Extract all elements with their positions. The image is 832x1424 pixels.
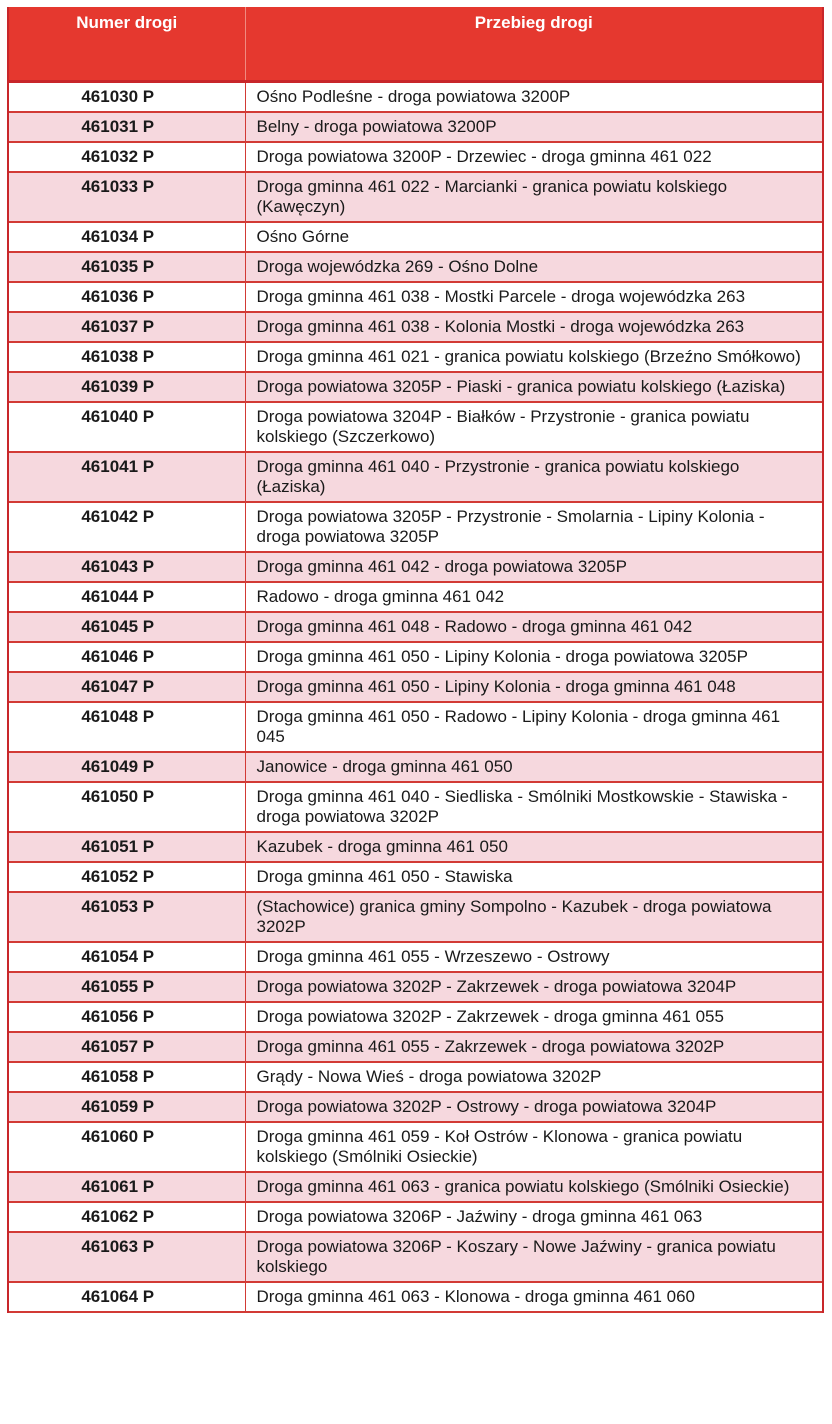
table-row (9, 702, 822, 752)
table-row (9, 612, 822, 642)
table-row (9, 1122, 822, 1172)
table-row (9, 782, 822, 832)
road-number-cell: 461048 P (9, 702, 245, 752)
road-route-cell: Droga gminna 461 040 - Siedliska - Smólniki Mostkowskie - Stawiska - droga powiatowa 3202P (245, 782, 822, 832)
road-number-cell: 461063 P (9, 1232, 245, 1282)
road-number-cell: 461041 P (9, 452, 245, 502)
road-route-cell: Droga gminna 461 038 - Mostki Parcele - droga wojewódzka 263 (245, 282, 822, 312)
road-number-cell: 461056 P (9, 1002, 245, 1032)
road-route-cell: Droga gminna 461 050 - Lipiny Kolonia - droga powiatowa 3205P (245, 642, 822, 672)
table-row (9, 452, 822, 502)
road-route-cell: Droga wojewódzka 269 - Ośno Dolne (245, 252, 822, 282)
road-route-cell: Droga powiatowa 3205P - Piaski - granica powiatu kolskiego (Łaziska) (245, 372, 822, 402)
road-number-cell: 461050 P (9, 782, 245, 832)
road-number-cell: 461051 P (9, 832, 245, 862)
table-row (9, 372, 822, 402)
road-route-cell: Janowice - droga gminna 461 050 (245, 752, 822, 782)
table-body (9, 82, 822, 1313)
road-route-cell: Droga gminna 461 050 - Lipiny Kolonia - droga gminna 461 048 (245, 672, 822, 702)
road-number-cell: 461059 P (9, 1092, 245, 1122)
road-route-cell: Ośno Podleśne - droga powiatowa 3200P (245, 82, 822, 113)
table-row (9, 642, 822, 672)
table-row (9, 972, 822, 1002)
table-row (9, 112, 822, 142)
road-route-cell: Droga gminna 461 040 - Przystronie - granica powiatu kolskiego (Łaziska) (245, 452, 822, 502)
road-number-cell: 461035 P (9, 252, 245, 282)
road-route-cell: Droga gminna 461 055 - Wrzeszewo - Ostrowy (245, 942, 822, 972)
table-row (9, 1202, 822, 1232)
road-table (9, 7, 822, 1313)
table-row (9, 282, 822, 312)
road-number-cell: 461044 P (9, 582, 245, 612)
road-route-cell: (Stachowice) granica gminy Sompolno - Kazubek - droga powiatowa 3202P (245, 892, 822, 942)
table-row (9, 82, 822, 113)
road-route-cell: Droga powiatowa 3202P - Zakrzewek - droga powiatowa 3204P (245, 972, 822, 1002)
road-route-cell: Ośno Górne (245, 222, 822, 252)
road-number-cell: 461049 P (9, 752, 245, 782)
table-row (9, 342, 822, 372)
road-route-cell: Droga gminna 461 063 - granica powiatu kolskiego (Smólniki Osieckie) (245, 1172, 822, 1202)
header-road-route: Przebieg drogi (245, 7, 822, 82)
road-route-cell: Droga powiatowa 3204P - Białków - Przystronie - granica powiatu kolskiego (Szczerkowo) (245, 402, 822, 452)
road-number-cell: 461033 P (9, 172, 245, 222)
road-number-cell: 461064 P (9, 1282, 245, 1312)
road-number-cell: 461058 P (9, 1062, 245, 1092)
header-row (9, 7, 822, 82)
road-route-cell: Droga gminna 461 048 - Radowo - droga gminna 461 042 (245, 612, 822, 642)
road-route-cell: Droga powiatowa 3200P - Drzewiec - droga gminna 461 022 (245, 142, 822, 172)
table-row (9, 752, 822, 782)
header-road-number: Numer drogi (9, 7, 245, 82)
table-row (9, 1172, 822, 1202)
road-number-cell: 461040 P (9, 402, 245, 452)
road-number-cell: 461060 P (9, 1122, 245, 1172)
road-number-cell: 461037 P (9, 312, 245, 342)
table-row (9, 892, 822, 942)
road-route-cell: Droga gminna 461 063 - Klonowa - droga gminna 461 060 (245, 1282, 822, 1312)
road-number-cell: 461036 P (9, 282, 245, 312)
road-number-cell: 461057 P (9, 1032, 245, 1062)
table-row (9, 252, 822, 282)
table-row (9, 1282, 822, 1312)
road-number-cell: 461054 P (9, 942, 245, 972)
road-route-cell: Droga gminna 461 059 - Koł Ostrów - Klonowa - granica powiatu kolskiego (Smólniki Osieckie) (245, 1122, 822, 1172)
table-row (9, 672, 822, 702)
road-number-cell: 461062 P (9, 1202, 245, 1232)
road-route-cell: Droga gminna 461 055 - Zakrzewek - droga powiatowa 3202P (245, 1032, 822, 1062)
table-row (9, 402, 822, 452)
road-number-cell: 461053 P (9, 892, 245, 942)
table-row (9, 582, 822, 612)
table-row (9, 312, 822, 342)
road-route-cell: Grądy - Nowa Wieś - droga powiatowa 3202P (245, 1062, 822, 1092)
road-route-cell: Droga gminna 461 050 - Stawiska (245, 862, 822, 892)
table-row (9, 502, 822, 552)
road-number-cell: 461030 P (9, 82, 245, 113)
road-number-cell: 461032 P (9, 142, 245, 172)
road-route-cell: Droga powiatowa 3206P - Koszary - Nowe Jaźwiny - granica powiatu kolskiego (245, 1232, 822, 1282)
road-route-cell: Droga gminna 461 042 - droga powiatowa 3205P (245, 552, 822, 582)
road-route-cell: Droga gminna 461 022 - Marcianki - granica powiatu kolskiego (Kawęczyn) (245, 172, 822, 222)
table-row (9, 862, 822, 892)
table-row (9, 1232, 822, 1282)
road-number-cell: 461047 P (9, 672, 245, 702)
road-route-cell: Droga powiatowa 3205P - Przystronie - Smolarnia - Lipiny Kolonia - droga powiatowa 3205P (245, 502, 822, 552)
table-row (9, 1032, 822, 1062)
road-route-cell: Droga gminna 461 021 - granica powiatu kolskiego (Brzeźno Smółkowo) (245, 342, 822, 372)
road-route-cell: Droga gminna 461 050 - Radowo - Lipiny Kolonia - droga gminna 461 045 (245, 702, 822, 752)
table-row (9, 172, 822, 222)
road-route-cell: Kazubek - droga gminna 461 050 (245, 832, 822, 862)
road-number-cell: 461046 P (9, 642, 245, 672)
table-row (9, 1062, 822, 1092)
road-number-cell: 461052 P (9, 862, 245, 892)
table-row (9, 1002, 822, 1032)
road-route-cell: Belny - droga powiatowa 3200P (245, 112, 822, 142)
road-number-cell: 461038 P (9, 342, 245, 372)
road-number-cell: 461043 P (9, 552, 245, 582)
table-row (9, 942, 822, 972)
road-route-cell: Radowo - droga gminna 461 042 (245, 582, 822, 612)
table-row (9, 552, 822, 582)
road-number-cell: 461042 P (9, 502, 245, 552)
road-number-cell: 461061 P (9, 1172, 245, 1202)
road-number-cell: 461031 P (9, 112, 245, 142)
table-row (9, 142, 822, 172)
road-number-cell: 461055 P (9, 972, 245, 1002)
table-header (9, 7, 822, 82)
road-route-cell: Droga gminna 461 038 - Kolonia Mostki - droga wojewódzka 263 (245, 312, 822, 342)
road-route-cell: Droga powiatowa 3206P - Jaźwiny - droga gminna 461 063 (245, 1202, 822, 1232)
table-row (9, 1092, 822, 1122)
road-number-cell: 461034 P (9, 222, 245, 252)
table-row (9, 832, 822, 862)
road-number-cell: 461039 P (9, 372, 245, 402)
road-number-cell: 461045 P (9, 612, 245, 642)
road-route-cell: Droga powiatowa 3202P - Ostrowy - droga powiatowa 3204P (245, 1092, 822, 1122)
table-row (9, 222, 822, 252)
road-table-document (7, 7, 824, 1313)
road-route-cell: Droga powiatowa 3202P - Zakrzewek - droga gminna 461 055 (245, 1002, 822, 1032)
